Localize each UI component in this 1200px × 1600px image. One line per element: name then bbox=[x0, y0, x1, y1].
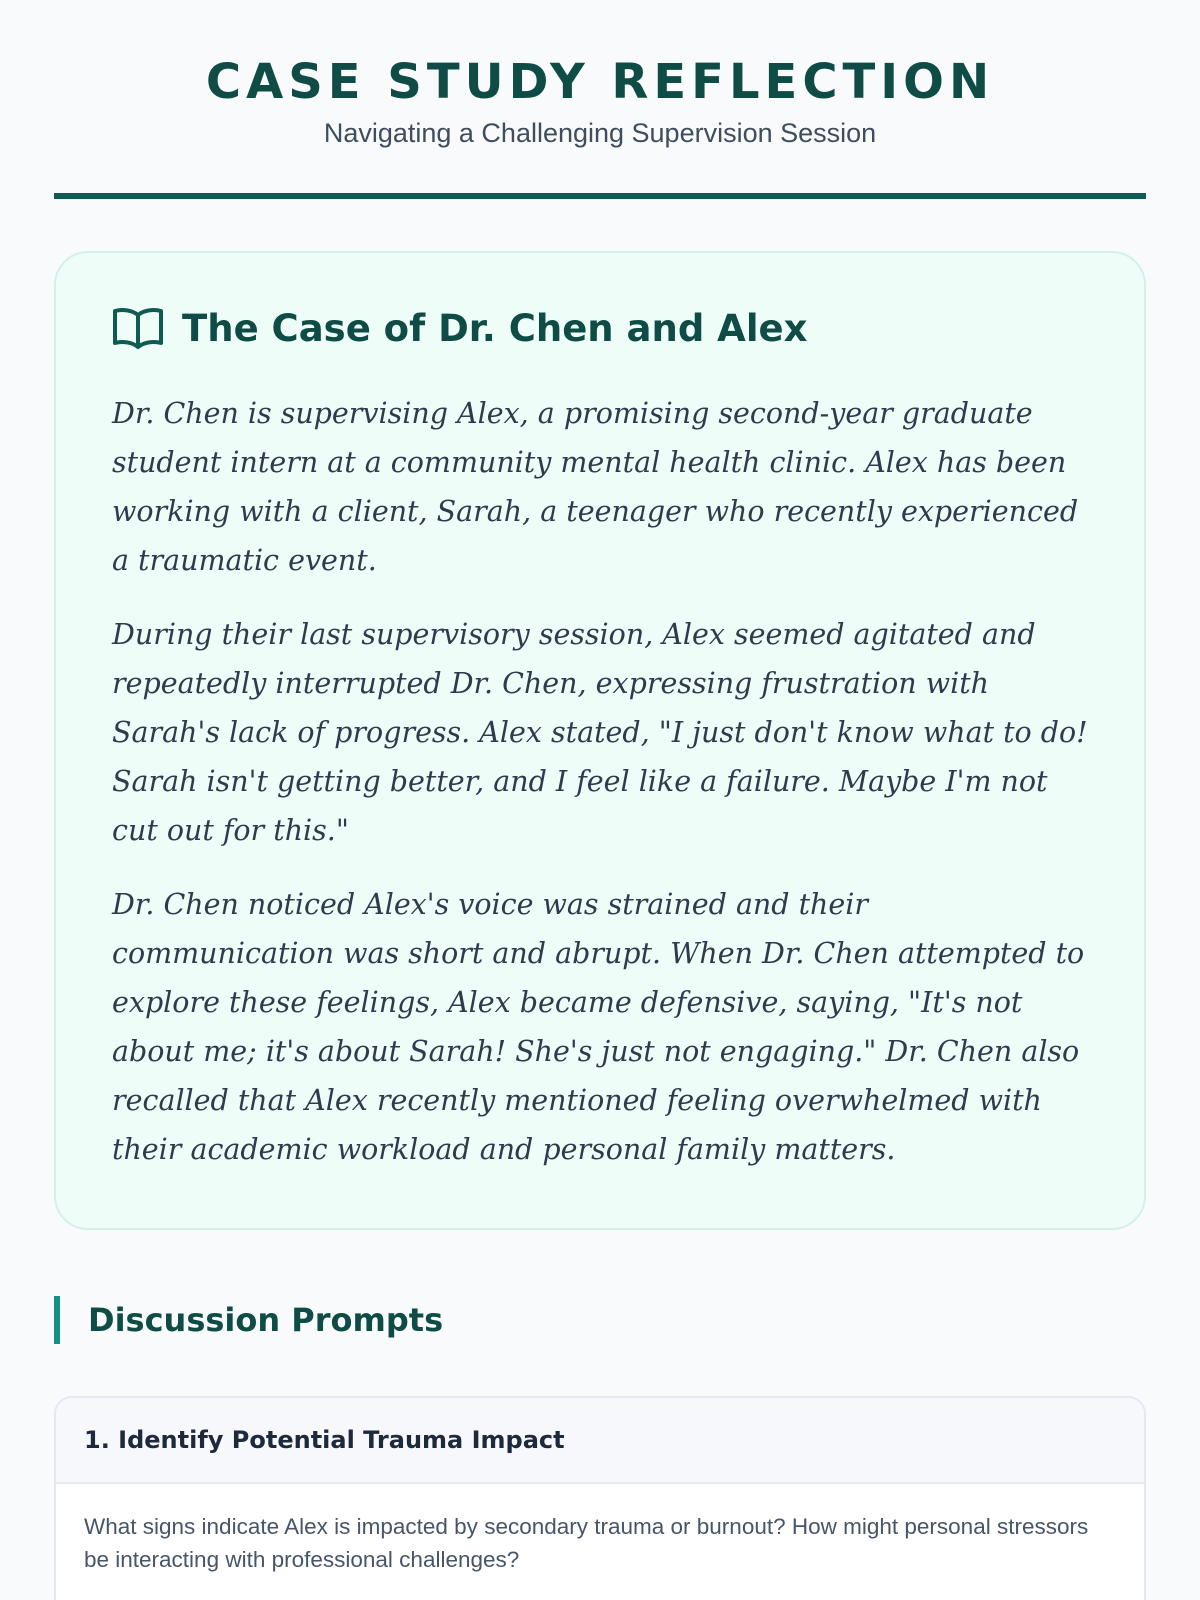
prompt-card bbox=[54, 1396, 1146, 1600]
case-body bbox=[112, 389, 1088, 1174]
book-open-icon bbox=[112, 305, 164, 351]
case-title: The Case of Dr. Chen and Alex bbox=[182, 306, 808, 350]
case-paragraph: Dr. Chen is supervising Alex, a promising second-year graduate student intern at a community mental health clinic. Alex has been working with a client, Sarah, a teenager who recently experienced a traumatic event. bbox=[112, 397, 1079, 577]
case-paragraph: Dr. Chen noticed Alex's voice was strained and their communication was short and abrupt. When Dr. Chen attempted to explore these feelings, Alex became defensive, saying, "It's not about me; it's about Sarah! She's just not engaging." Dr. Chen also recalled that Alex recently mentioned feeling overwhelmed with their academic workload and personal family matters. bbox=[112, 888, 1085, 1166]
discussion-title: Discussion Prompts bbox=[88, 1301, 444, 1339]
page-title: CASE STUDY REFLECTION bbox=[205, 54, 995, 110]
prompt-title: 1. Identify Potential Trauma Impact bbox=[84, 1426, 565, 1454]
page-header bbox=[54, 0, 1146, 199]
case-header bbox=[112, 305, 1088, 351]
discussion-section-header bbox=[54, 1296, 1146, 1344]
section-accent-bar bbox=[54, 1296, 60, 1344]
prompt-header bbox=[56, 1398, 1144, 1484]
page-subtitle: Navigating a Challenging Supervision Session bbox=[323, 118, 877, 148]
header-divider bbox=[54, 193, 1146, 199]
case-card bbox=[54, 251, 1146, 1230]
prompt-text: What signs indicate Alex is impacted by secondary trauma or burnout? How might personal stressors be interacting with professional challenges? bbox=[84, 1514, 1089, 1572]
case-paragraph: During their last supervisory session, Alex seemed agitated and repeatedly interrupted Dr. Chen, expressing frustration with Sarah's lack of progress. Alex stated, "I just don't know what to do! Sarah isn't getting better, and I feel like a failure. Maybe I'm not cut out for this." bbox=[112, 618, 1088, 847]
